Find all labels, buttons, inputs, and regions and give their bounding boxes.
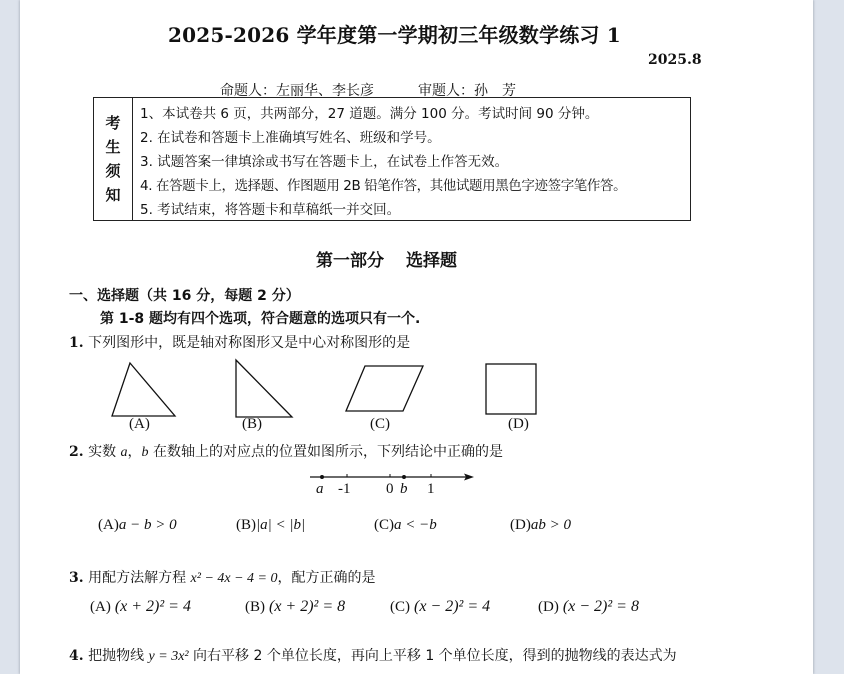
option-c[interactable]: [390, 598, 490, 616]
option-d[interactable]: [510, 517, 571, 534]
label-b-wrap: [400, 481, 408, 498]
notice-label-char: 考: [105, 114, 121, 132]
section-note: 第 1-8 题均有四个选项，符合题意的选项只有一个.: [100, 311, 421, 327]
question-text: 向右平移 2 个单位长度，再向上平移 1 个单位长度，得到的抛物线的表达式为: [188, 648, 677, 664]
notice-item: 2. 在试卷和答题卡上准确填写姓名、班级和学号。: [140, 130, 441, 146]
point-b: [402, 475, 406, 479]
option-label: (D): [538, 599, 559, 615]
option-label: (A): [90, 599, 111, 615]
option-d[interactable]: [538, 598, 639, 616]
option-label: (D): [510, 517, 531, 533]
question-1: [69, 332, 410, 352]
label-a: a: [316, 481, 324, 497]
question-number: 2.: [69, 444, 84, 460]
variable-a: a: [120, 445, 128, 460]
notice-label-char: 须: [105, 162, 121, 180]
number-line-labels: [316, 481, 324, 498]
question-text: 在数轴上的对应点的位置如图所示，下列结论中正确的是: [148, 444, 503, 460]
option-a[interactable]: [98, 517, 177, 534]
option-label: (B): [245, 599, 265, 615]
question-number: 4.: [69, 648, 84, 664]
document-page: [20, 0, 813, 674]
notice-label: [94, 98, 133, 220]
question-number: 3.: [69, 570, 84, 586]
notice-item: 1、本试卷共 6 页，共两部分，27 道题。满分 100 分。考试时间 90 分钟。: [140, 106, 599, 122]
equilateral-triangle-icon: [112, 363, 175, 416]
label-b: b: [400, 481, 408, 497]
question-number: 1.: [69, 335, 84, 351]
part-heading: [316, 246, 457, 271]
option-expr: |a| < |b|: [256, 517, 306, 533]
option-expr: a − b > 0: [118, 517, 177, 533]
option-label: (A): [98, 517, 119, 533]
part-name: 第一部分: [316, 251, 384, 271]
parallelogram-icon: [346, 366, 423, 411]
option-b[interactable]: [236, 517, 305, 534]
option-expr: (x + 2)² = 4: [114, 598, 191, 615]
option-expr: (x − 2)² = 8: [562, 598, 639, 615]
point-a: [320, 475, 324, 479]
separator: ，: [127, 444, 142, 460]
option-expr: (x + 2)² = 8: [269, 598, 346, 615]
option-b[interactable]: [245, 598, 345, 616]
option-label: (B): [236, 517, 256, 533]
option-expr: ab > 0: [530, 517, 571, 533]
equation: y = 3x²: [148, 649, 189, 664]
label-0: 0: [386, 481, 394, 497]
figure-label-b: (B): [242, 416, 262, 432]
label-1: 1: [427, 481, 435, 497]
option-label: (C): [374, 517, 394, 533]
part-title: 选择题: [406, 251, 457, 271]
option-c[interactable]: [374, 517, 437, 534]
notice-item: 5. 考试结束，将答题卡和草稿纸一并交回。: [140, 202, 401, 218]
option-expr: (x − 2)² = 4: [414, 598, 491, 615]
equation: x² − 4x − 4 = 0: [190, 571, 278, 586]
variable-b: b: [141, 445, 149, 460]
notice-label-char: 知: [105, 186, 121, 204]
option-expr: a < −b: [394, 517, 437, 533]
question-text: 实数: [88, 444, 121, 460]
figure-label-a: (A): [129, 416, 150, 432]
question-2: [69, 441, 503, 461]
question-text: ，配方正确的是: [277, 570, 376, 586]
notice-label-char: 生: [105, 138, 121, 156]
right-triangle-icon: [236, 360, 292, 417]
figure-label-d: (D): [508, 416, 529, 432]
notice-items: [140, 102, 626, 222]
notice-item: 3. 试题答案一律填涂或书写在答题卡上，在试卷上作答无效。: [140, 154, 509, 170]
reviewer-label: 审题人：孙 芳: [418, 83, 516, 99]
question-text: 用配方法解方程: [88, 570, 191, 586]
option-label: (C): [390, 599, 410, 615]
square-icon: [486, 364, 536, 414]
label-minus-1: -1: [338, 481, 351, 497]
exam-date: 2025.8: [648, 52, 702, 68]
authors-label: 命题人：左丽华、李长彦: [220, 83, 374, 99]
exam-notice-box: [93, 97, 691, 221]
figure-label-c: (C): [370, 416, 390, 432]
question-text: 把抛物线: [88, 648, 149, 664]
question-text: 下列图形中，既是轴对称图形又是中心对称图形的是: [88, 335, 411, 351]
option-a[interactable]: [90, 598, 191, 616]
exam-title: 2025-2026 学年度第一学期初三年级数学练习 1: [168, 23, 621, 47]
question-4: [69, 645, 677, 665]
section-title: 一、选择题（共 16 分，每题 2 分）: [69, 288, 300, 304]
notice-item: 4. 在答题卡上，选择题、作图题用 2B 铅笔作答，其他试题用黑色字迹签字笔作答。: [140, 178, 627, 194]
question-3: [69, 567, 376, 587]
